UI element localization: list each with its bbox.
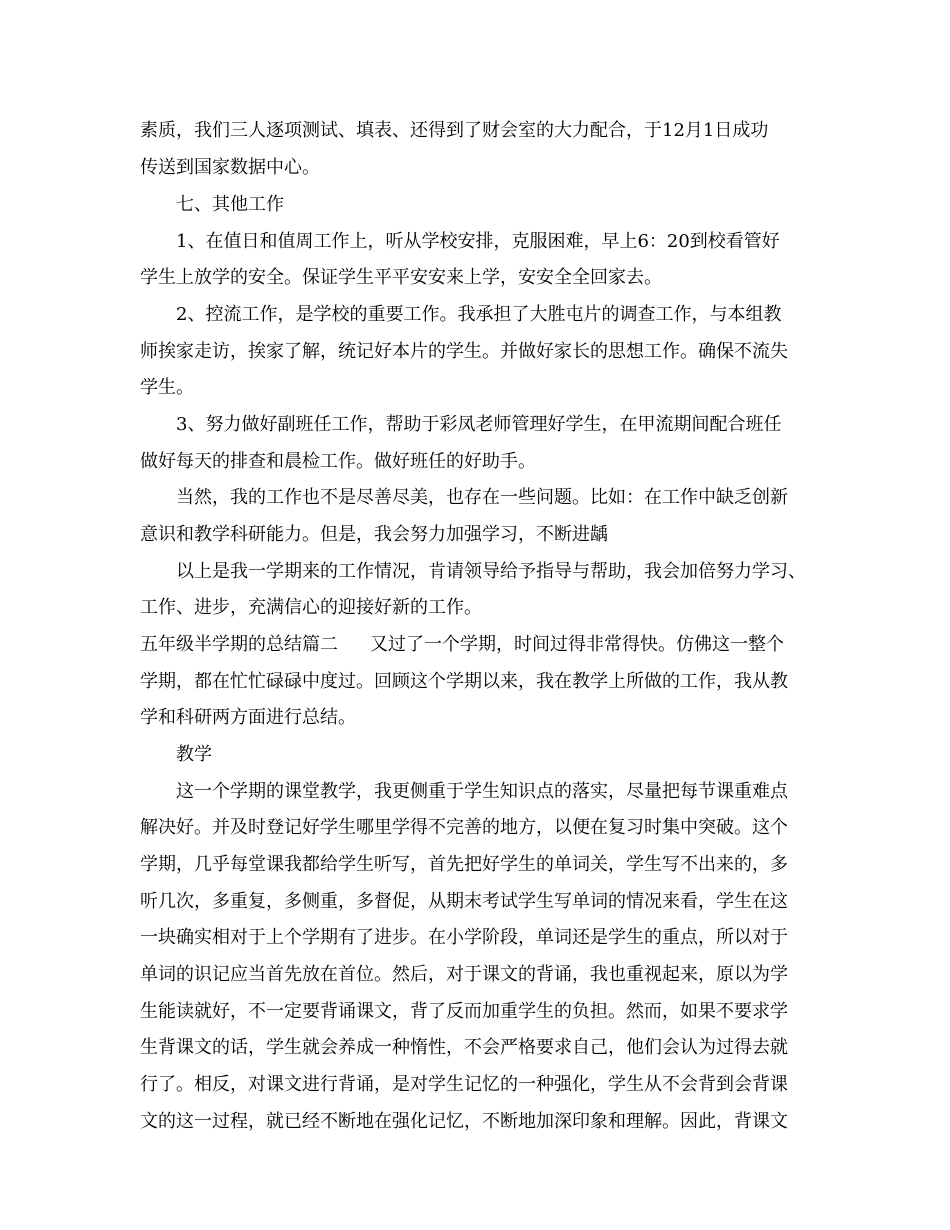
text-line: 生背课文的话，学生就会养成一种惰性，不会严格要求自己，他们会认为过得去就 (140, 1037, 788, 1058)
text-line: 做好每天的排查和晨检工作。做好班任的好助手。 (140, 451, 536, 472)
text-line: 素质，我们三人逐项测试、填表、还得到了财会室的大力配合，于12月1日成功 (140, 120, 769, 141)
text-line: 传送到国家数据中心。 (140, 157, 320, 178)
text-line: 当然，我的工作也不是尽善尽美，也存在一些问题。比如：在工作中缺乏创新 (176, 487, 788, 508)
text-line: 以上是我一学期来的工作情况，肯请领导给予指导与帮助，我会加倍努力学习、 (176, 561, 806, 582)
text-line: 解决好。并及时登记好学生哪里学得不完善的地方，以便在复习时集中突破。这个 (140, 817, 788, 838)
text-line: 师挨家走访，挨家了解，统记好本片的学生。并做好家长的思想工作。确保不流失 (140, 341, 788, 362)
text-line: 学期，几乎每堂课我都给学生听写，首先把好学生的单词关，学生写不出来的，多 (140, 854, 788, 875)
text-line: 一块确实相对于上个学期有了进步。在小学阶段，单词还是学生的重点，所以对于 (140, 927, 788, 948)
text-line: 听几次，多重复，多侧重，多督促，从期末考试学生写单词的情况来看，学生在这 (140, 891, 788, 912)
text-line: 学和科研两方面进行总结。 (140, 707, 356, 728)
text-line: 学期，都在忙忙碌碌中度过。回顾这个学期以来，我在教学上所做的工作，我从教 (140, 671, 788, 692)
text-line: 这一个学期的课堂教学，我更侧重于学生知识点的落实，尽量把每节课重难点 (176, 781, 788, 802)
text-line: 意识和教学科研能力。但是，我会努力加强学习，不断进龋 (140, 524, 608, 545)
text-line: 3、努力做好副班任工作，帮助于彩凤老师管理好学生，在甲流期间配合班任 (176, 414, 782, 435)
text-segment: 又过了一个学期，时间过得非常得快。仿佛这一整个 (370, 634, 784, 655)
text-line (140, 634, 784, 656)
text-line: 2、控流工作，是学校的重要工作。我承担了大胜屯片的调查工作，与本组教 (176, 304, 782, 325)
section-heading: 教学 (176, 744, 212, 765)
text-line: 1、在值日和值周工作上，听从学校安排，克服困难，早上6：20到校看管好 (176, 231, 780, 252)
text-line: 学生。 (140, 377, 194, 398)
text-line: 文的这一过程，就已经不断地在强化记忆，不断地加深印象和理解。因此，背课文 (140, 1111, 788, 1132)
text-line: 生能读就好，不一定要背诵课文，背了反而加重学生的负担。然而，如果不要求学 (140, 1001, 788, 1022)
text-line: 学生上放学的安全。保证学生平平安安来上学，安安全全回家去。 (140, 267, 662, 288)
section-title: 五年级半学期的总结篇二 (140, 634, 338, 655)
text-line: 单词的识记应当首先放在首位。然后，对于课文的背诵，我也重视起来，原以为学 (140, 964, 788, 985)
text-line: 工作、进步，充满信心的迎接好新的工作。 (140, 597, 482, 618)
section-heading: 七、其他工作 (176, 194, 284, 215)
text-line: 行了。相反，对课文进行背诵，是对学生记忆的一种强化，学生从不会背到会背课 (140, 1074, 788, 1095)
